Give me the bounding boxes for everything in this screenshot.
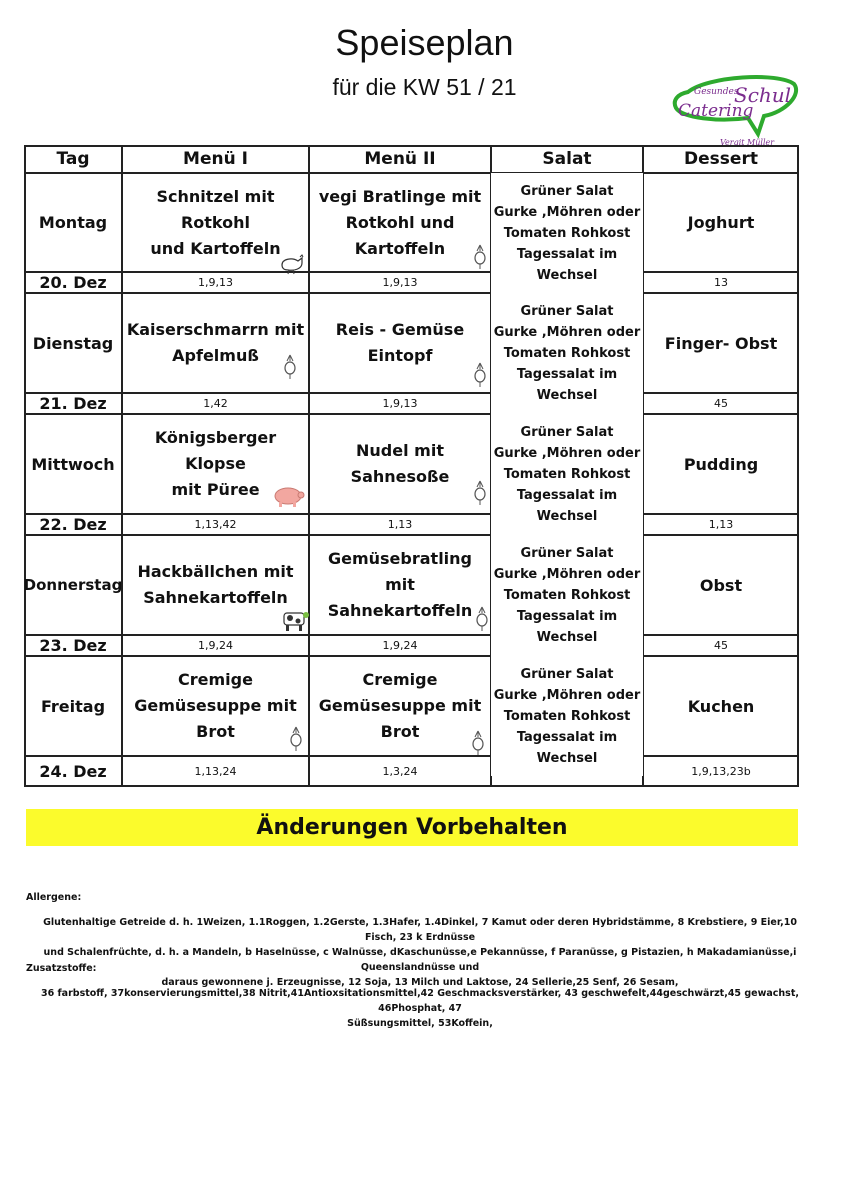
header-tag: Tag [56,149,90,169]
dish-line: Eintopf [367,346,433,365]
menu1-dish [122,656,309,756]
allergene-line: und Schalenfrüchte, d. h. a Mandeln, b Haselnüsse, c Walnüsse, dKaschunüsse,e Pekannüsse, f Paranüsse, g Pistazien, h Makadamianüsse,i Queenslandnüsse und [43,947,797,973]
dish-line: vegi Bratlinge mit [318,186,482,206]
menu1-allergens: 1,42 [203,397,228,410]
changes-reserved-banner: Änderungen Vorbehalten [26,809,798,846]
dish-line: Kaiserschmarrn mit [126,320,305,339]
salad-cell [491,293,643,414]
allergene-list [30,915,810,990]
dessert-allergens: 13 [714,276,728,289]
dessert-allergens: 45 [714,639,728,652]
dessert-cell: Pudding [683,454,759,474]
dessert-allergens: 45 [714,397,728,410]
zusatzstoffe-list [30,986,810,1031]
day-label: Freitag [40,696,106,716]
dessert-allergens: 1,9,13,23b [691,764,751,778]
allergene-line: daraus gewonnene j. Erzeugnisse, 12 Soja, 13 Milch und Laktose, 24 Sellerie,25 Senf, 26 Sesam, [161,977,679,988]
salad-line: Wechsel [536,509,598,524]
cow-icon [280,607,310,633]
date-label: 21. Dez [39,394,107,413]
dish-line: und Kartoffeln [150,238,281,258]
dish-line: Nudel mit Sahnesoße [350,441,450,486]
salad-line: Tomaten Rohkost [503,467,631,482]
salad-line: Tomaten Rohkost [503,346,631,361]
salad-line: Tagessalat im [516,609,618,624]
dish-line: Gemüsesuppe mit [134,696,297,715]
allergene-title: Allergene: [26,892,82,903]
salad-line: Gurke ,Möhren oder [493,204,641,220]
chicken-icon [278,253,306,275]
header-menu2: Menü II [364,149,436,169]
date-label: 22. Dez [39,515,107,534]
header-dessert: Dessert [684,149,758,169]
salad-line: Wechsel [536,750,598,766]
salad-line: Gurke ,Möhren oder [493,687,641,703]
salad-line: Wechsel [536,630,598,645]
dish-line: Brot [196,722,235,741]
day-label: Montag [38,213,108,232]
dish-line: Brot [380,722,420,741]
salad-cell [491,656,643,776]
menu1-dish [122,293,309,393]
page-title: Speiseplan [335,22,514,63]
salad-line: Gurke ,Möhren oder [493,567,641,582]
dish-line: Rotkohl und [345,212,455,232]
date-label: 23. Dez [39,636,107,655]
salad-line: Grüner Salat [520,183,614,199]
dish-line: Sahnekartoffeln [327,601,473,620]
radish-icon [474,605,490,633]
dish-line: Schnitzel mit Rotkohl [156,186,275,232]
zusatzstoffe-title: Zusatzstoffe: [26,963,97,974]
salad-line: Tagessalat im [516,246,618,262]
radish-icon [472,479,488,507]
salad-line: Grüner Salat [520,666,614,682]
logo-text-schul: Schul [734,83,792,107]
menu2-allergens: 1,9,13 [382,397,418,410]
menu1-allergens: 1,9,13 [198,276,233,289]
dish-line: Cremige [178,670,253,689]
zusatzstoffe-line: 36 farbstoff, 37konservierungsmittel,38 Nitrit,41Antioxsitationsmittel,42 Geschmacksverstärker, 43 geschwefelt,44geschwärzt,45 gewachst, 46Phosphat, 47 [41,988,799,1014]
dish-line: mit Püree [171,480,260,499]
salad-line: Tomaten Rohkost [503,708,631,724]
radish-icon [282,353,298,381]
dish-line: Sahnekartoffeln [143,588,288,607]
salad-line: Wechsel [536,267,598,283]
salad-line: Grüner Salat [520,304,614,319]
day-label: Donnerstag [23,576,123,594]
menu2-dish [309,535,491,635]
dessert-cell: Kuchen [687,696,755,716]
dish-line: Gemüsesuppe mit [318,696,482,715]
allergene-line: Glutenhaltige Getreide d. h. 1Weizen, 1.1Roggen, 1.2Gerste, 1.3Hafer, 1.4Dinkel, 7 Kamut oder deren Hybridstämme, 8 Krebstiere, 9 Eier,10 Fisch, 23 k Erdnüsse [43,917,797,943]
salad-cell [491,535,643,656]
dish-line: Kartoffeln [354,238,446,258]
salad-line: Tagessalat im [516,729,618,745]
salad-line: Grüner Salat [520,546,614,561]
dessert-cell: Obst [699,575,743,595]
dish-line: Hackbällchen mit [137,562,294,581]
menu2-allergens: 1,9,13 [382,276,418,289]
radish-icon [472,243,488,271]
dessert-allergens: 1,13 [708,518,734,531]
salad-line: Wechsel [536,388,598,403]
logo-text-catering: Catering [678,101,754,121]
salad-line: Tomaten Rohkost [503,225,631,241]
header-menu1: Menü I [183,149,248,169]
menu1-allergens: 1,9,24 [198,639,233,652]
date-label: 24. Dez [39,761,107,781]
radish-icon [472,361,488,389]
logo-text-gesundes: Gesundes [694,87,739,97]
menu-table [24,145,799,787]
day-label: Mittwoch [31,454,115,474]
radish-icon [288,725,304,753]
date-label: 20. Dez [39,273,107,292]
zusatzstoffe-line: Süßsungsmittel, 53Koffein, [347,1018,493,1029]
dessert-cell: Joghurt [687,213,755,232]
day-label: Dienstag [32,333,114,353]
salad-line: Gurke ,Möhren oder [493,446,641,461]
page-subtitle: für die KW 51 / 21 [332,74,517,100]
dish-line: Königsberger Klopse [154,428,277,473]
radish-icon [470,729,486,757]
menu2-dish [309,656,491,756]
menu2-allergens: 1,9,24 [382,639,418,652]
salad-line: Tagessalat im [516,488,618,503]
menu2-allergens: 1,13 [387,518,413,531]
salad-cell [491,173,643,293]
menu1-allergens: 1,13,42 [194,518,237,531]
salad-line: Grüner Salat [520,425,614,440]
dessert-cell: Finger- Obst [664,333,778,353]
dish-line: Apfelmuß [172,346,259,365]
menu2-dish [309,414,491,514]
salad-line: Tomaten Rohkost [503,588,631,603]
logo-text-owner: Vergit Müller [720,138,775,147]
catering-logo [668,72,800,152]
salad-cell [491,414,643,535]
menu2-dish [309,293,491,393]
menu1-allergens: 1,13,24 [194,764,237,778]
dish-line: Reis - Gemüse [335,320,465,339]
pig-icon [272,483,306,509]
dish-line: Gemüsebratling mit [327,549,473,594]
header-salat: Salat [542,149,592,169]
dish-line: Cremige [362,670,438,689]
menu2-allergens: 1,3,24 [382,764,418,778]
salad-line: Gurke ,Möhren oder [493,325,641,340]
menu2-dish [309,173,491,272]
salad-line: Tagessalat im [516,367,618,382]
